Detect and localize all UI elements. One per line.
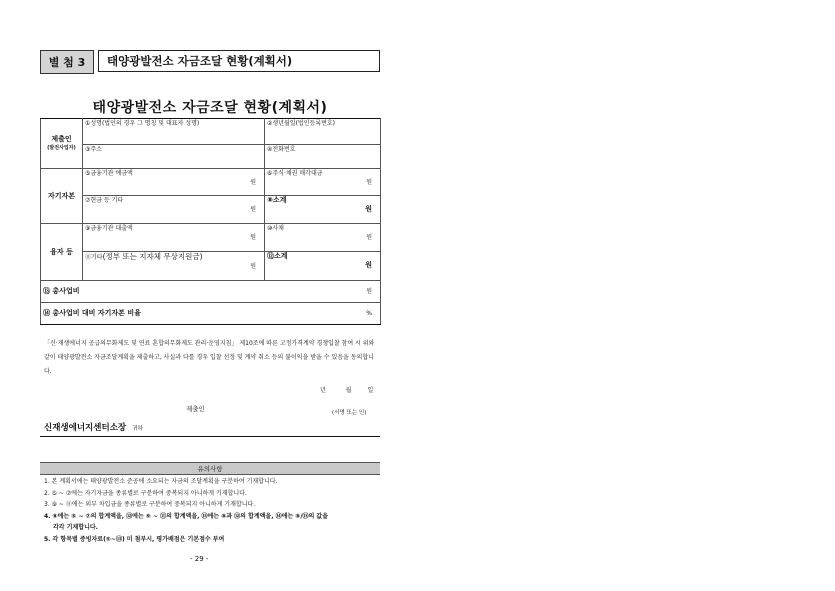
own-subtotal-label: ⑧소계 xyxy=(267,196,287,204)
declaration-text: 「신·재생에너지 공급의무화제도 및 연료 혼합의무화제도 관리·운영지침」 제10조에 따른 고정가격계약 경쟁입찰 참여 시 위와 같이 태양광발전소 자금조달계획을 제출하고, 사실과 다를 경우 입찰 선정 및 계약 취소 등의 불이익을 받을 수 있음을 동의합니다. xyxy=(44,340,375,375)
applicant-row-head xyxy=(41,119,83,169)
funding-table xyxy=(40,118,381,325)
address-field-label: ③주소 xyxy=(85,146,102,153)
notes-title: 유의사항 xyxy=(40,462,380,475)
date-day: 일 xyxy=(367,387,374,394)
own-subtotal-unit: 원 xyxy=(365,205,372,213)
applicant-label: 제출인 xyxy=(51,134,72,143)
own-subtotal-field[interactable] xyxy=(265,196,381,224)
deposit-unit: 원 xyxy=(250,179,256,186)
date-month: 월 xyxy=(345,387,352,394)
borrowed-row-head: 융자 등 xyxy=(41,224,83,281)
birthdate-field-label: ②생년월일(법인등록번호) xyxy=(267,120,336,127)
borrowed-subtotal-field[interactable] xyxy=(265,252,381,281)
date-year: 년 xyxy=(320,387,326,394)
header-title: 태양광발전소 자금조달 현황(계획서) xyxy=(98,50,380,72)
submitter-label: 제출인 xyxy=(186,405,205,413)
recipient-name: 신재생에너지센터소장 xyxy=(44,423,127,433)
divider xyxy=(40,436,380,437)
attachment-label: 별 첨 3 xyxy=(40,50,94,74)
other-subsidy-field[interactable] xyxy=(83,252,265,281)
bond-unit: 원 xyxy=(366,234,372,241)
name-field[interactable] xyxy=(83,119,265,145)
other-subsidy-unit: 원 xyxy=(250,263,256,270)
own-capital-row-head: 자기자본 xyxy=(41,169,83,224)
deposit-field[interactable] xyxy=(83,169,265,196)
name-field-label: ①성명(법인의 경우 그 명칭 및 대표자 성명) xyxy=(85,120,200,127)
page-number: - 29 - xyxy=(190,555,209,563)
recipient-suffix: 귀하 xyxy=(132,426,143,432)
birthdate-field[interactable] xyxy=(265,119,381,145)
phone-field-label: ④전화번호 xyxy=(267,146,296,153)
recipient xyxy=(44,421,143,433)
note-2: 2. ⑤ ~ ⑦에는 자기자금을 종류별로 구분하여 중복되지 아니하게 기재합니다. xyxy=(44,489,247,497)
cash-other-field-label: ⑦현금 등 기타 xyxy=(85,197,124,204)
loan-field[interactable] xyxy=(83,224,265,252)
notes-list xyxy=(44,476,378,545)
loan-field-label: ⑨금융기관 대출액 xyxy=(85,225,133,232)
stock-sale-unit: 원 xyxy=(366,179,372,186)
note-1: 1. 본 계획서에는 태양광발전소 준공에 소요되는 자금의 조달계획을 구분하여 기재합니다. xyxy=(44,478,278,485)
loan-unit: 원 xyxy=(250,234,256,241)
other-subsidy-label: (정부 또는 지자체 무상지원금) xyxy=(102,252,203,261)
equity-ratio-field[interactable] xyxy=(41,303,381,325)
date-line xyxy=(320,385,380,394)
borrowed-subtotal-unit: 원 xyxy=(365,261,372,269)
borrowed-subtotal-label: ⑫소계 xyxy=(267,252,288,260)
note-5: 5. 각 항목별 증빙자료(⑤~⑬) 미 첨부시, 평가배점은 기본점수 부여 xyxy=(44,535,225,543)
phone-field[interactable] xyxy=(265,145,381,169)
bond-field-label: ⑩사채 xyxy=(267,225,284,232)
note-4: 4. ⑧에는 ⑤ ~ ⑦의 합계액을, ⑫에는 ⑨ ~ ⑪의 합계액을, ⑬에는 ⑧과 ⑫의 합계액을, ⑭에는 ⑧/⑬의 값을 xyxy=(44,512,329,520)
stock-sale-field-label: ⑥주식·채권 매각대금 xyxy=(267,170,323,177)
cash-other-unit: 원 xyxy=(250,206,256,213)
stock-sale-field[interactable] xyxy=(265,169,381,196)
cash-other-field[interactable] xyxy=(83,196,265,224)
total-cost-label: ⑬ 총사업비 xyxy=(43,287,80,295)
note-3: 3. ⑨ ~ ⑪에는 외부 차입금을 종류별로 구분하여 중복되지 아니하게 기재합니다. xyxy=(44,501,256,508)
equity-ratio-unit: % xyxy=(366,310,372,317)
total-cost-field[interactable] xyxy=(41,281,381,303)
form-title: 태양광발전소 자금조달 현황(계획서) xyxy=(92,100,328,116)
equity-ratio-label: ⑭ 총사업비 대비 자기자본 비율 xyxy=(43,309,141,317)
signature-label: (서명 또는 인) xyxy=(332,410,367,416)
other-subsidy-prefix: ⑪기타 xyxy=(85,254,103,261)
total-cost-unit: 원 xyxy=(366,288,372,295)
address-field[interactable] xyxy=(83,145,265,169)
deposit-field-label: ⑤금융기관 예금액 xyxy=(85,170,133,177)
applicant-sublabel: (발전사업자) xyxy=(47,144,76,151)
note-4-cont: 각각 기재합니다. xyxy=(53,524,98,531)
bond-field[interactable] xyxy=(265,224,381,252)
